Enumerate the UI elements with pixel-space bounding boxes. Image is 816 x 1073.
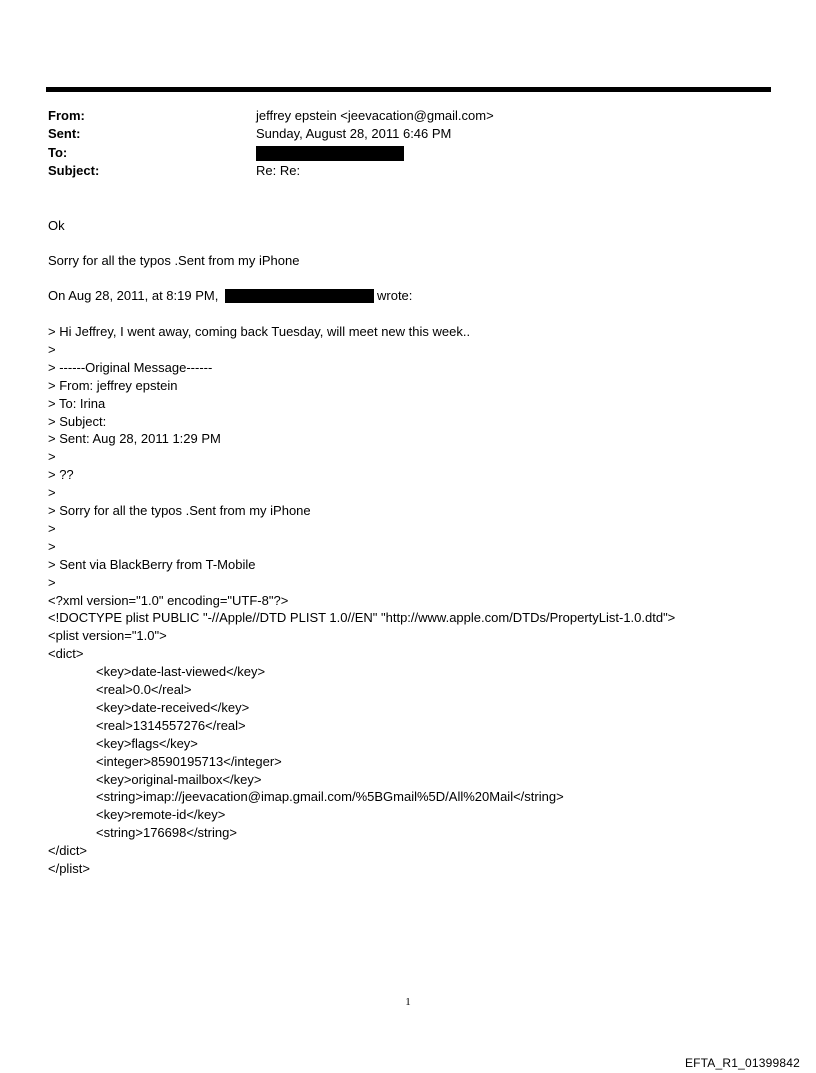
body-line: <real>1314557276</real> [96, 717, 246, 733]
header-rule [46, 87, 771, 92]
body-line: > [48, 520, 56, 536]
body-line: > [48, 574, 56, 590]
body-line: <plist version="1.0"> [48, 628, 167, 644]
body-line: <key>remote-id</key> [96, 807, 226, 823]
body-line: <string>176698</string> [96, 825, 237, 841]
body-line: <key>original-mailbox</key> [96, 771, 262, 787]
body-line: <key>date-received</key> [96, 699, 250, 715]
body-line: <key>flags</key> [96, 735, 198, 751]
reply-intro-suffix: wrote: [377, 288, 413, 303]
body-line: </dict> [48, 843, 88, 859]
body-line: <key>date-last-viewed</key> [96, 664, 266, 680]
reply-intro-prefix: On Aug 28, 2011, at 8:19 PM, [48, 288, 219, 303]
body-line: </plist> [48, 861, 90, 876]
body-line: > From: jeffrey epstein [48, 377, 178, 393]
subject-value: Re: Re: [256, 163, 301, 178]
page-number: 1 [405, 996, 411, 1008]
body-line: <!DOCTYPE plist PUBLIC "-//Apple//DTD PLIST 1.0//EN" "http://www.apple.com/DTDs/PropertyList-1.0.dtd"> [48, 610, 676, 626]
body-line: <string>imap://jeevacation@imap.gmail.com/%5BGmail%5D/All%20Mail</string> [96, 789, 564, 805]
body-ok: Ok [48, 218, 65, 233]
body-line: > Hi Jeffrey, I went away, coming back Tuesday, will meet new this week.. [48, 324, 471, 339]
body-signature: Sorry for all the typos .Sent from my iPhone [48, 253, 300, 268]
body-line: <dict> [48, 646, 84, 662]
body-line: <real>0.0</real> [96, 682, 192, 697]
to-redaction [256, 146, 404, 161]
body-line: <?xml version="1.0" encoding="UTF-8"?> [48, 592, 289, 608]
sent-label: Sent: [48, 126, 81, 141]
body-line: > Sent: Aug 28, 2011 1:29 PM [48, 431, 221, 447]
body-line: > [48, 485, 56, 501]
body-line: > Sent via BlackBerry from T-Mobile [48, 556, 256, 572]
body-line: <integer>8590195713</integer> [96, 753, 282, 769]
body-line: > [48, 449, 56, 465]
body-line: > [48, 341, 56, 357]
sender-redaction [225, 289, 374, 303]
body-line: > To: Irina [48, 395, 106, 411]
to-label: To: [48, 145, 68, 160]
from-value: jeffrey epstein <jeevacation@gmail.com> [256, 108, 494, 123]
subject-label: Subject: [48, 163, 100, 178]
body-line: > Sorry for all the typos .Sent from my iPhone [48, 503, 311, 518]
body-line: > [48, 538, 56, 554]
from-label: From: [48, 108, 85, 123]
document-id: EFTA_R1_01399842 [684, 1056, 800, 1070]
sent-value: Sunday, August 28, 2011 6:46 PM [256, 126, 452, 141]
body-line: > ------Original Message------ [48, 359, 213, 375]
body-line: > ?? [48, 467, 74, 483]
body-line: > Subject: [48, 413, 107, 429]
